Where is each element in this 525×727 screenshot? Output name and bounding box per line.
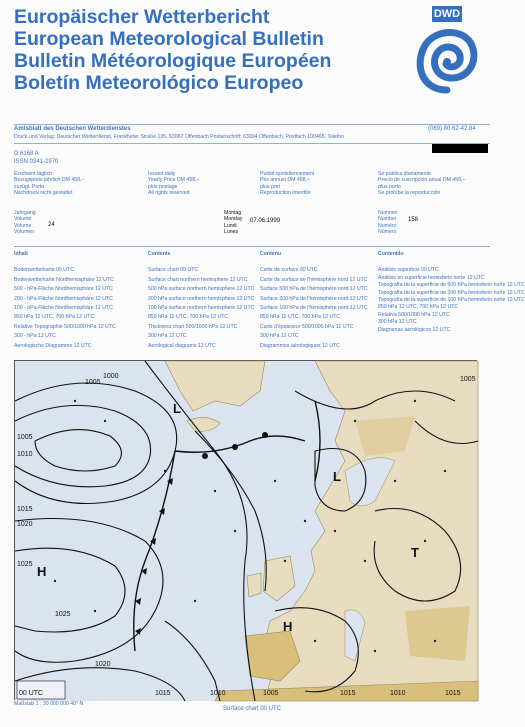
isobar-label: 1015 [155,690,171,697]
contents-heading: Inhalt [14,251,28,257]
volume-label: Jahrgang [14,210,36,216]
info-line: Yearly Price DM 458,– [148,177,200,184]
contents-french [260,251,368,349]
info-column-french [260,171,314,197]
contents-item: 850 hPa 12 UTC, 700 hPa 12 UTC [148,314,229,321]
isobar-label: 1005 [17,434,33,441]
isobar-label: 1000 [103,373,119,380]
map-caption: Surface chart 00 UTC [222,706,282,712]
info-line: Se publica diariamente [378,171,431,177]
divider [14,143,490,144]
contents-item: 100 - hPa-Fläche Nordhemisphäre 12 UTC [14,305,113,312]
info-line: Erscheint täglich [14,171,53,177]
info-line: plus port [260,183,280,190]
info-line: zuzügl. Porto [14,183,45,190]
info-line: All rights reserved [148,190,190,197]
contents-item: Aerological diagrams 12 UTC [148,342,216,349]
isobar-label: 1010 [17,451,33,458]
weather-map-graphic [15,361,478,701]
isobar-label: 1020 [17,521,33,528]
title-spanish: Boletín Meteorológico Europeo [14,72,304,94]
pressure-center-low: T [411,545,419,560]
volume-label: Volume [14,222,32,229]
publisher-name: Amtsblatt des Deutschen Wetterdienstes [14,126,131,132]
pressure-center-low: L [173,401,181,416]
info-line: plus porto [378,183,401,190]
contents-item: Análisis en superficie hemisferio norte 12 UTC [378,274,485,281]
info-column-german [14,171,84,197]
divider [14,246,490,247]
surface-weather-map [14,360,477,700]
issue-number: 158 [408,217,419,223]
info-line: Nachdruck nicht gestattet [14,190,73,197]
number-label: Número [378,229,397,236]
isobar-label: 1010 [390,690,406,697]
contents-item: 850 hPa 12 UTC, 700 hPa 12 UTC [260,314,341,321]
isobar-label: 1025 [55,611,71,618]
contents-item: 200 - hPa-Fläche Nordhemisphäre 12 UTC [14,295,113,302]
contents-heading: Contenu [260,251,282,257]
contents-item: Thickness chart 500/1000 hPa 12 UTC [148,323,238,330]
contents-item: 300 hPa 12 UTC [378,319,417,326]
isobar-label: 1025 [17,561,33,568]
isobar-label: 1015 [445,690,461,697]
contents-item: Surface chart 00 UTC [148,267,199,274]
isobar-label: 1005 [263,690,279,697]
contents-item: 100 hPa surface northern hemisphere 12 UTC [148,305,255,312]
contents-item: Carte d'épaisseur 500/1000 hPa 12 UTC [260,323,354,330]
info-line: Publié quotidiennement [260,171,315,177]
info-line: Issued daily [148,171,176,177]
contents-item: Topografía de la superficie de 200 hPa hemisferio norte 12 UTC [378,289,525,296]
contents-item: Bodenwetterkarte 00 UTC [14,267,74,274]
day-label: Monday [224,216,243,223]
info-column-spanish [378,171,465,197]
contents-english [148,251,254,349]
document-code: D 6168 A [14,151,39,157]
contents-spanish [378,251,525,333]
info-line: plus postage [148,183,178,190]
contents-item: Surface 100 hPa de l'hémisphère nord 12 UTC [260,305,368,312]
title-english: European Meteorological Bulletin [14,28,324,50]
info-line: Reproduction interdite [260,190,311,197]
contents-item: 500 - hPa-Fläche Nordhemisphäre 12 UTC [14,286,113,293]
info-line: Precio de suscripción anual DM 458,– [378,177,466,184]
contents-item: 300 hPa 12 UTC [260,333,299,340]
number-label: Number [378,216,397,223]
contents-item: Relative Topographie 500/1000 hPa 12 UTC [14,323,116,330]
contents-item: Diagrammes aérologiques 12 UTC [260,342,340,349]
contents-item: Surface 200 hPa de l'hémisphère nord 12 UTC [260,295,368,302]
day-label: Lundi [224,222,237,229]
volume-labels [14,210,36,236]
info-line: Bezugspreis jährlich DM 458,– [14,177,85,184]
contents-item: Análisis superficie 00 UTC [378,267,439,274]
contents-item: Bodenwetterkarte Nordhemisphäre 12 UTC [14,276,114,283]
contents-heading: Contenido [378,251,404,257]
pressure-center-high: H [283,619,293,634]
volume-label: Volume [14,216,32,223]
title-french: Bulletin Météorologique Européen [14,50,332,72]
number-label: Nummer [378,210,398,216]
contents-heading: Contents [148,251,171,257]
dwd-logo [410,6,484,110]
contents-item: 200 hPa surface northern hemisphere 12 UTC [148,295,255,302]
publisher-address: Druck und Verlag: Deutscher Wetterdienst, Frankfurter Straße 135, 63067 Offenbach Postanschrift: 63004 Offenbach, Postfach 100465, Telefon [14,134,345,140]
isobar-label: 1020 [95,661,111,668]
info-line: Se prohíbe la reproducción [378,190,441,197]
contents-item: 300 - hPa 12 UTC [14,333,56,340]
issue-date: 07.06.1999 [250,218,281,224]
day-labels [224,210,242,236]
day-label: Lunes [224,229,239,236]
volume-label: Volumen [14,229,35,236]
contents-item: Aerologische Diagramme 12 UTC [14,342,92,349]
issn: ISSN 0341-2970 [14,159,59,165]
isobar-label: 1015 [17,506,33,513]
divider [14,124,490,125]
isobar-label: 1005 [85,379,101,386]
isobar-label: 1010 [210,690,226,697]
number-label: Numéro [378,222,397,229]
contents-item: Relativa 500/1000 hPa 12 UTC [378,311,450,318]
title-german: Europäischer Wetterbericht [14,6,270,28]
contents-item: 300 hPa 12 UTC [148,333,187,340]
bulletin-titles [14,6,331,94]
info-column-english [148,171,199,197]
day-label: Montag [224,210,242,216]
contents-item: Diagramas aerológicos 12 UTC [378,326,451,333]
contents-item: Topografía de la superficie de 100 hPa hemisferio norte 12 UTC [378,297,525,304]
redaction-bar [432,143,488,153]
dwd-logo-text: DWD [433,8,461,20]
contents-item: 500 hPa surface northern hemisphere 12 UTC [148,286,255,293]
isobar-label: 1005 [460,376,476,383]
contents-item: Surface chart northern hemisphere 12 UTC [148,276,248,283]
number-labels [378,210,398,236]
contents-german [14,251,116,349]
contents-item: 850 hPa 12 UTC, 700 hPa 12 UTC [378,304,459,311]
map-scale: Maßstab 1 : 30 000 000 40° N [14,701,84,707]
info-line: Prix annuel DM 458,– [260,177,310,184]
pressure-center-high: H [37,564,47,579]
publisher-phone: (069) 80 62-42 84 [428,126,476,132]
map-time-stamp: 00 UTC [19,690,44,697]
pressure-center-low: L [333,469,341,484]
volume-value: 24 [48,222,55,228]
contents-item: Carte de surface de l'hémisphère nord 12 UTC [260,276,368,283]
contents-item: 850 hPa 12 UTC, 700 hPa 12 UTC [14,314,95,321]
contents-item: Surface 500 hPa de l'hémisphère nord 12 UTC [260,286,368,293]
isobar-label: 1015 [340,690,356,697]
contents-item: Topografía de la superficie de 500 hPa hemisferio norte 12 UTC [378,282,525,289]
contents-item: Carte de surface 00 UTC [260,267,318,274]
